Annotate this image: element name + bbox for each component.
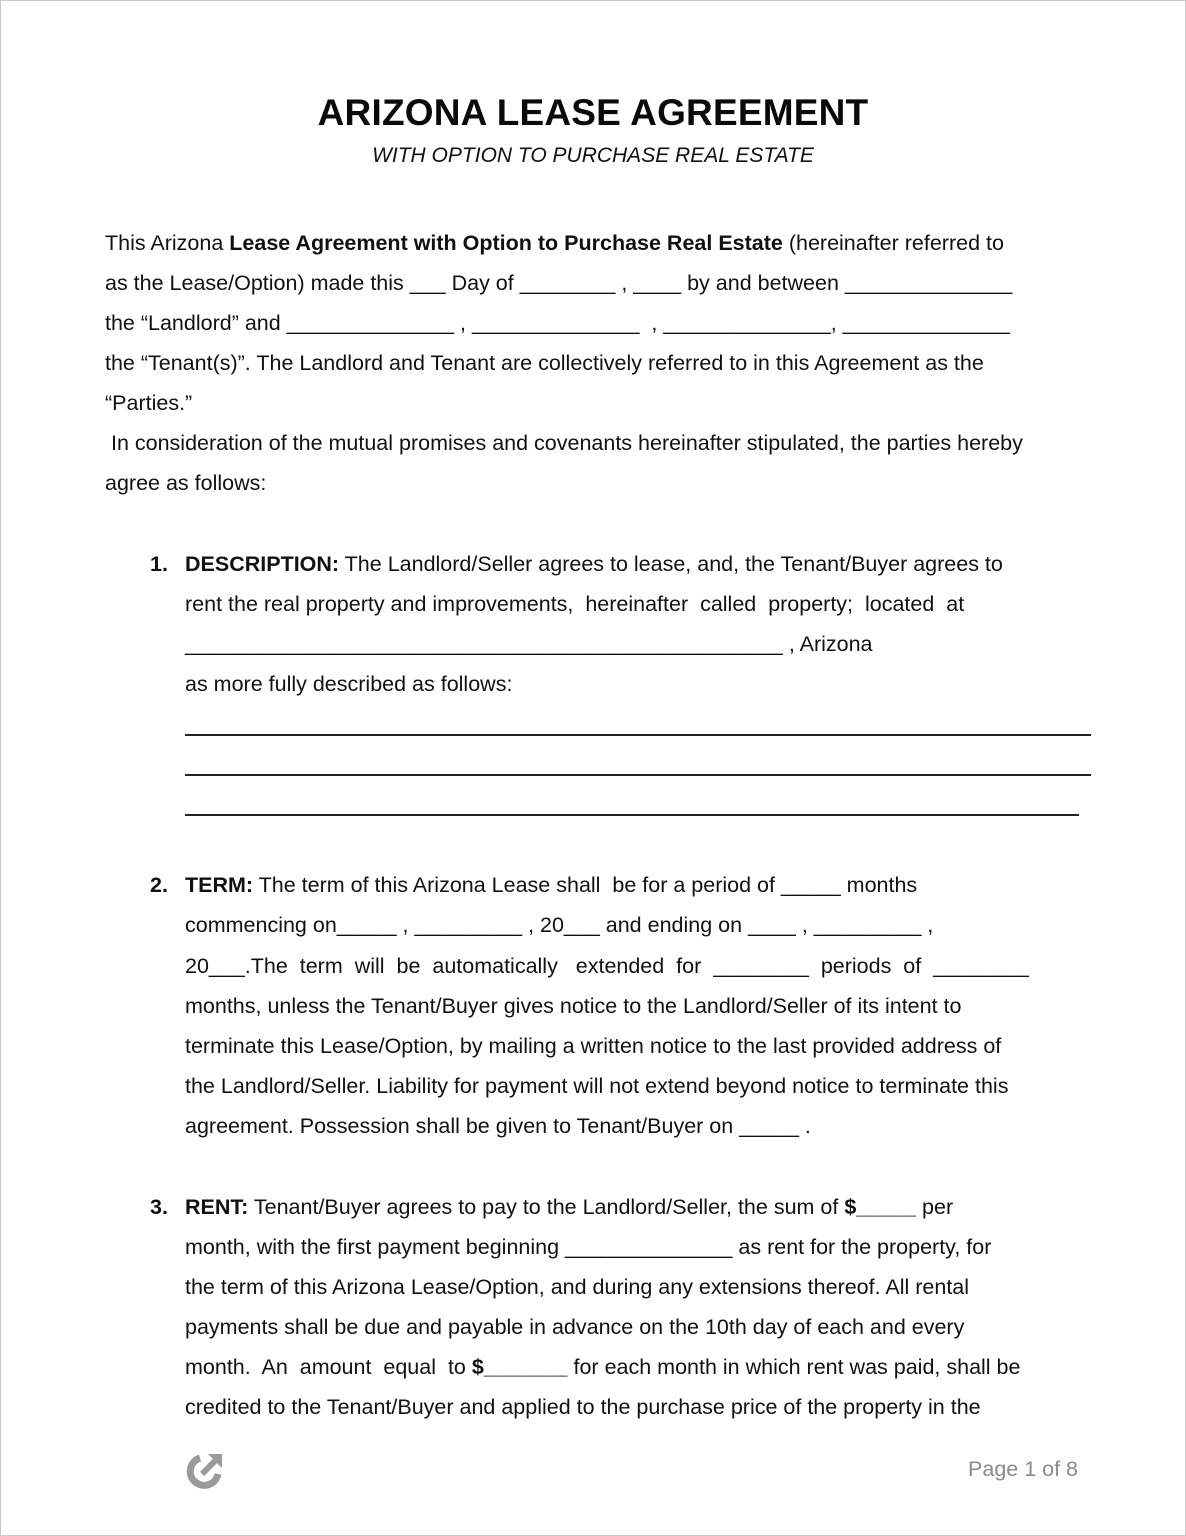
- section-3-line-6: credited to the Tenant/Buyer and applied to the purchase price of the property in the: [185, 1395, 981, 1419]
- section-3-text: month. An amount equal to: [185, 1355, 472, 1379]
- share-arrow-logo-icon: [184, 1450, 226, 1492]
- description-blank-line-1: [185, 734, 1091, 736]
- document-subtitle: WITH OPTION TO PURCHASE REAL ESTATE: [372, 144, 814, 167]
- section-1-line-2: rent the real property and improvements, hereinafter called property; located at: [185, 592, 965, 616]
- document-title: ARIZONA LEASE AGREEMENT: [317, 92, 869, 133]
- section-2-heading: TERM:: [185, 873, 254, 897]
- page-number: Page 1 of 8: [968, 1457, 1078, 1481]
- section-2-line-6: the Landlord/Seller. Liability for payment will not extend beyond notice to terminate this: [185, 1074, 1009, 1098]
- section-3-line-5: [185, 1353, 1020, 1381]
- section-1-line-1: [185, 550, 1003, 578]
- section-2-line-1: [185, 871, 917, 899]
- intro-line-2: as the Lease/Option) made this ___ Day of ________ , ____ by and between ______________: [105, 271, 1013, 295]
- intro-line-6: In consideration of the mutual promises and covenants hereinafter stipulated, the parties hereby: [105, 431, 1023, 455]
- section-1-heading: DESCRIPTION:: [185, 552, 340, 576]
- section-3-text: Tenant/Buyer agrees to pay to the Landlord/Seller, the sum of: [248, 1195, 845, 1219]
- section-1-line-4: as more fully described as follows:: [185, 672, 513, 696]
- section-1-number: 1.: [150, 552, 168, 576]
- intro-line-7: agree as follows:: [105, 471, 267, 495]
- agreement-name: Lease Agreement with Option to Purchase Real Estate: [229, 231, 783, 255]
- intro-line-3: the “Landlord” and ______________ , ______________ , ______________, ______________: [105, 311, 1011, 335]
- intro-text: (hereinafter referred to: [782, 231, 1004, 255]
- section-2-line-7: agreement. Possession shall be given to Tenant/Buyer on _____ .: [185, 1114, 811, 1138]
- intro-text: This Arizona: [105, 231, 230, 255]
- rent-amount-blank: $_____: [844, 1195, 917, 1219]
- section-2-line-5: terminate this Lease/Option, by mailing a written notice to the last provided address of: [185, 1034, 1002, 1058]
- description-blank-line-3: [185, 814, 1079, 816]
- section-3-heading: RENT:: [185, 1195, 249, 1219]
- section-2-line-2: commencing on_____ , _________ , 20___ and ending on ____ , _________ ,: [185, 913, 934, 937]
- section-1-address-line: __________________________________________________ , Arizona: [185, 632, 873, 656]
- section-3-line-4: payments shall be due and payable in advance on the 10th day of each and every: [185, 1315, 965, 1339]
- section-3-number: 3.: [150, 1195, 168, 1219]
- section-3-text: per: [916, 1195, 954, 1219]
- section-3-line-1: [185, 1193, 953, 1221]
- section-2-text: The term of this Arizona Lease shall be for a period of _____ months: [253, 873, 918, 897]
- section-2-line-4: months, unless the Tenant/Buyer gives notice to the Landlord/Seller of its intent to: [185, 994, 962, 1018]
- section-1-text: The Landlord/Seller agrees to lease, and, the Tenant/Buyer agrees to: [339, 552, 1003, 576]
- credit-amount-blank: $_______: [471, 1355, 568, 1379]
- section-2-number: 2.: [150, 873, 168, 897]
- section-2-line-3: 20___.The term will be automatically extended for ________ periods of ________: [185, 954, 1029, 978]
- description-blank-line-2: [185, 774, 1091, 776]
- intro-line-5: “Parties.”: [105, 391, 193, 415]
- section-3-line-3: the term of this Arizona Lease/Option, and during any extensions thereof. All rental: [185, 1275, 970, 1299]
- intro-line-1: [105, 229, 1004, 257]
- section-3-line-2: month, with the first payment beginning ______________ as rent for the property, for: [185, 1235, 992, 1259]
- intro-line-4: the “Tenant(s)”. The Landlord and Tenant are collectively referred to in this Agreement as the: [105, 351, 984, 375]
- section-3-text: for each month in which rent was paid, shall be: [567, 1355, 1021, 1379]
